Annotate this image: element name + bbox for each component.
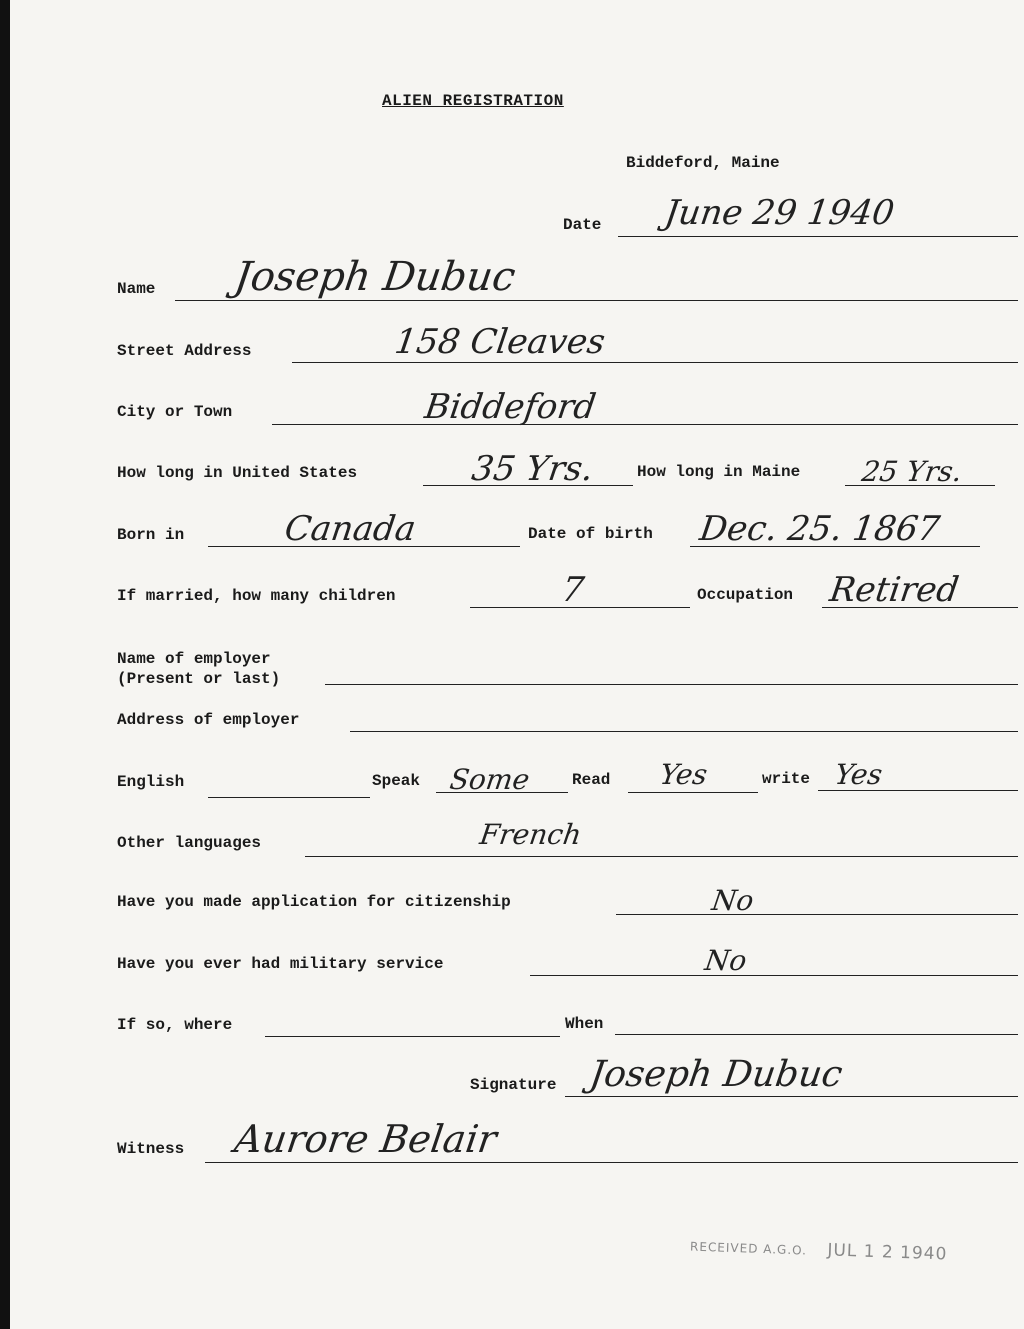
other-languages-value: French bbox=[477, 818, 584, 851]
witness-label: Witness bbox=[117, 1140, 185, 1158]
other-languages-line bbox=[305, 856, 1018, 857]
stamp-date: JUL 1 2 1940 bbox=[827, 1240, 948, 1265]
employer-address-line bbox=[350, 731, 1018, 732]
signature-value: Joseph Dubuc bbox=[587, 1054, 845, 1095]
signature-line bbox=[565, 1096, 1018, 1097]
read-label: Read bbox=[572, 771, 611, 789]
occupation-value: Retired bbox=[827, 570, 962, 610]
when-line bbox=[615, 1034, 1018, 1035]
children-value: 7 bbox=[559, 570, 587, 610]
read-line bbox=[628, 792, 758, 793]
date-value: June 29 1940 bbox=[662, 193, 897, 233]
how-long-maine-label: How long in Maine bbox=[637, 463, 801, 481]
name-value: Joseph Dubuc bbox=[231, 254, 519, 300]
form-title: ALIEN REGISTRATION bbox=[382, 92, 564, 110]
street-value: 158 Cleaves bbox=[392, 322, 608, 362]
street-label: Street Address bbox=[117, 342, 252, 360]
name-line bbox=[175, 300, 1018, 301]
military-line bbox=[530, 975, 1018, 976]
dob-value: Dec. 25. 1867 bbox=[697, 509, 943, 549]
witness-line bbox=[205, 1162, 1018, 1163]
if-so-where-line bbox=[265, 1036, 560, 1037]
city-label: City or Town bbox=[117, 403, 233, 421]
speak-label: Speak bbox=[372, 772, 421, 790]
military-label: Have you ever had military service bbox=[117, 955, 444, 973]
born-in-value: Canada bbox=[282, 509, 419, 549]
received-stamp bbox=[690, 1236, 948, 1265]
place-label: Biddeford, Maine bbox=[626, 154, 780, 172]
employer-label: Name of employer bbox=[117, 650, 271, 668]
english-label: English bbox=[117, 773, 185, 791]
dob-label: Date of birth bbox=[528, 525, 653, 543]
citizenship-value: No bbox=[709, 884, 756, 917]
signature-label: Signature bbox=[470, 1076, 557, 1094]
speak-value: Some bbox=[447, 763, 532, 796]
read-value: Yes bbox=[657, 758, 710, 791]
write-label: write bbox=[762, 770, 811, 788]
occupation-label: Occupation bbox=[697, 586, 794, 604]
date-label: Date bbox=[563, 216, 602, 234]
english-line bbox=[208, 797, 370, 798]
how-long-us-value: 35 Yrs. bbox=[469, 449, 596, 489]
employer-sublabel: (Present or last) bbox=[117, 670, 281, 688]
employer-address-label: Address of employer bbox=[117, 711, 300, 729]
name-label: Name bbox=[117, 280, 156, 298]
stamp-received-text: RECEIVED A.G.O. bbox=[689, 1239, 808, 1258]
how-long-maine-value: 25 Yrs. bbox=[859, 455, 965, 488]
how-long-us-label: How long in United States bbox=[117, 464, 358, 482]
citizenship-label: Have you made application for citizenship bbox=[117, 893, 511, 911]
scan-edge bbox=[0, 0, 10, 1329]
when-label: When bbox=[565, 1015, 604, 1033]
military-value: No bbox=[702, 944, 749, 977]
children-label: If married, how many children bbox=[117, 587, 396, 605]
street-line bbox=[292, 362, 1018, 363]
witness-value: Aurore Belair bbox=[231, 1117, 500, 1161]
date-line bbox=[618, 236, 1018, 237]
city-line bbox=[272, 424, 1018, 425]
citizenship-line bbox=[616, 914, 1018, 915]
other-languages-label: Other languages bbox=[117, 834, 262, 852]
employer-line bbox=[325, 684, 1018, 685]
city-value: Biddeford bbox=[422, 387, 599, 427]
born-in-label: Born in bbox=[117, 526, 185, 544]
write-value: Yes bbox=[832, 758, 885, 791]
if-so-where-label: If so, where bbox=[117, 1016, 233, 1034]
